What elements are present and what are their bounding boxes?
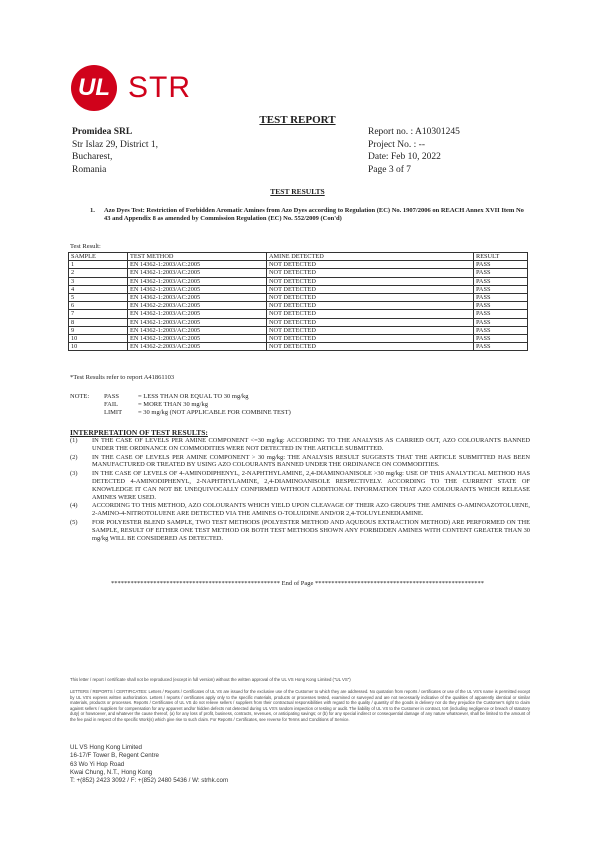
table-cell: EN 14362-1:2003/AC:2005 [128, 277, 267, 285]
table-row [69, 318, 528, 326]
table-cell: PASS [474, 269, 528, 277]
reproduction-notice: This letter / report / certificate shall not be reproduced (except in full version) without the written approval of the UL VS Hong Kong Limited ("UL VS") [70, 677, 351, 682]
table-row [69, 294, 528, 302]
page-title: TEST REPORT [259, 114, 336, 126]
interpretation-item [70, 519, 530, 542]
table-cell: 4 [69, 285, 128, 293]
table-row [69, 343, 528, 351]
table-cell: PASS [474, 302, 528, 310]
item-text: FOR POLYESTER BLEND SAMPLE, TWO TEST METHODS (POLYESTER METHOD AND AQUEOUS EXTRACTION METHOD) ARE PERFORMED ON THE SAMPLE, RESULT OF EITHER ONE TEST METHOD OR BOTH TEST METHODS SHOWN ANY FORBIDDEN AMINES WITH CONTENT GREATER THAN 30 mg/kg WILL BE CONSIDERED AS DETECTED. [92, 518, 530, 542]
report-number: Report no. : A10301245 [368, 127, 460, 137]
table-cell: NOT DETECTED [267, 294, 474, 302]
item-text: IN THE CASE OF LEVELS PER AMINE COMPONENT > 30 mg/kg: THE ANALYSIS RESULT SUGGESTS THAT THE ARTICLE SUBMITTED HAS BEEN MANUFACTURED OR TREATED BY USING AZO COLOURANTS BANNED UNDER THE ORDINANCE ON COMMODITIES. [92, 453, 530, 469]
table-row [69, 302, 528, 310]
item-number: (3) [70, 470, 78, 478]
note-key: FAIL [104, 401, 118, 408]
table-cell: PASS [474, 343, 528, 351]
table-cell: EN 14362-1:2003/AC:2005 [128, 310, 267, 318]
table-cell: PASS [474, 285, 528, 293]
column-header: AMINE DETECTED [267, 253, 474, 261]
interpretation-title: INTERPRETATION OF TEST RESULTS: [70, 428, 208, 437]
table-body [69, 261, 528, 351]
interpretation-list [70, 437, 530, 543]
table-row [69, 326, 528, 334]
table-cell: 7 [69, 310, 128, 318]
column-header: TEST METHOD [128, 253, 267, 261]
table-cell: EN 14362-1:2003/AC:2005 [128, 326, 267, 334]
table-cell: 10 [69, 335, 128, 343]
table-cell: 9 [69, 326, 128, 334]
test-result-label: Test Result: [70, 243, 101, 250]
table-cell: EN 14362-1:2003/AC:2005 [128, 269, 267, 277]
table-cell: NOT DETECTED [267, 261, 474, 269]
test-item-number: 1. [90, 207, 95, 214]
table-cell: NOT DETECTED [267, 335, 474, 343]
client-address [72, 126, 158, 176]
note-label: NOTE: [70, 393, 90, 400]
table-cell: NOT DETECTED [267, 277, 474, 285]
table-cell: PASS [474, 310, 528, 318]
note-value: = 30 mg/kg (NOT APPLICABLE FOR COMBINE TEST) [138, 409, 291, 416]
item-number: (2) [70, 453, 78, 461]
page-number: Page 3 of 7 [368, 164, 412, 175]
note-line [70, 393, 291, 401]
interpretation-item [70, 437, 530, 453]
section-title: TEST RESULTS [270, 187, 325, 196]
interpretation-item [70, 502, 530, 518]
item-text: IN THE CASE OF LEVELS PER AMINE COMPONENT <=30 mg/kg: ACCORDING TO THE ANALYSIS AS CARRIED OUT, AZO COLOURANTS BANNED UNDER THE ORDINANCE ON COMMODITIES WERE NOT DETECTED IN THE ARTICLE SUBMITTED. [92, 437, 530, 452]
table-cell: PASS [474, 326, 528, 334]
note-value: = MORE THAN 30 mg/kg [138, 401, 208, 408]
column-header: RESULT [474, 253, 528, 261]
table-cell: NOT DETECTED [267, 302, 474, 310]
note-key: LIMIT [104, 409, 123, 416]
end-of-page-marker: **************************************************** End of Page **************************************************** [110, 580, 485, 587]
table-cell: EN 14362-1:2003/AC:2005 [128, 335, 267, 343]
test-item-description: Azo Dyes Test: Restriction of Forbidden Aromatic Amines from Azo Dyes according to Regulation (EC) No. 1907/2006 on REACH Annex XVII Item No 43 and Appendix 8 as amended by Commission Regulation (EC) No. 552/2009 (Con'd) [104, 207, 524, 222]
table-cell: NOT DETECTED [267, 343, 474, 351]
column-header: SAMPLE [69, 253, 128, 261]
disclaimer-text: LETTERS / REPORTS / CERTIFICATES: Letters / Reports / Certificates of UL VS are issued for the exclusive use of the Customer to which they are addressed. No quotation from reports / certificates or use of the UL VS's name is permitted except by UL VS's express written authorization. Letters / reports / certificates apply only to the specific materials, products or processes tested, examined or surveyed and are not necessarily indicative of the qualities of apparently identical or similar materials, products or processes. Reports / Certificates of UL VS do not relieve sellers / suppliers from their contractual responsibilities with regard to the quality / quantity of the goods in delivery nor do they prejudice the Customer's right to claim against sellers / suppliers for compensation for any apparent and/or hidden defects not detected during UL VS's random inspection or testing or audit. The liability of UL VS to the Customer in contract, tort (including negligence or breach of statutory duty) or howsoever, and whatever the cause thereof, (a) for any loss of profit, business, contracts, revenues, or anticipating savings; or (b) for any special indirect or consequential damage of any nature whatsoever, shall be limited to the amount of the fee paid in respect of the specific Work(s) which give rise to such claim. For Reports / Certificates, see reverse for Terms and Conditions of Service. [70, 689, 530, 722]
table-row [69, 285, 528, 293]
note-key: PASS [104, 393, 119, 400]
table-cell: EN 14362-2:2003/AC:2005 [128, 302, 267, 310]
table-cell: 10 [69, 343, 128, 351]
table-cell: EN 14362-1:2003/AC:2005 [128, 285, 267, 293]
item-number: (5) [70, 518, 78, 526]
table-row [69, 310, 528, 318]
table-cell: EN 14362-1:2003/AC:2005 [128, 318, 267, 326]
company-line: Kwai Chung, N.T., Hong Kong [70, 768, 153, 776]
item-number: (4) [70, 502, 78, 510]
report-meta [368, 126, 460, 176]
table-row [69, 261, 528, 269]
table-cell: 6 [69, 302, 128, 310]
company-line: 63 Wo Yi Hop Road [70, 760, 125, 768]
table-cell: 3 [69, 277, 128, 285]
table-cell: PASS [474, 294, 528, 302]
table-cell: NOT DETECTED [267, 269, 474, 277]
company-line: 16-17/F Tower B, Regent Centre [70, 752, 159, 760]
table-row [69, 277, 528, 285]
table-row [69, 335, 528, 343]
table-cell: PASS [474, 318, 528, 326]
table-cell: EN 14362-2:2003/AC:2005 [128, 343, 267, 351]
table-header-row [69, 253, 528, 261]
results-table [68, 252, 528, 351]
table-cell: NOT DETECTED [267, 310, 474, 318]
table-cell: NOT DETECTED [267, 326, 474, 334]
item-number: (1) [70, 437, 78, 444]
table-cell: NOT DETECTED [267, 318, 474, 326]
refer-note: *Test Results refer to report A41861103 [70, 374, 175, 381]
note-line [70, 409, 291, 417]
interpretation-item [70, 470, 530, 501]
interpretation-item [70, 454, 530, 470]
item-text: ACCORDING TO THIS METHOD, AZO COLOURANTS WHICH YIELD UPON CLEAVAGE OF THEIR AZO GROUPS THE AMINES O-AMINOAZOTOLUENE, 2-AMINO-4-NITROTOLUENE ARE DETECTED VIA THE AMINES O-TOLUIDINE AND/OR 2,4-TOLUYLENEDIAMINE. [92, 502, 530, 518]
address-line: Romania [72, 164, 107, 175]
address-line: Str Islaz 29, District 1, [72, 139, 159, 150]
table-cell: 2 [69, 269, 128, 277]
ul-logo-mark: UL [78, 74, 110, 101]
company-line: UL VS Hong Kong Limited [70, 744, 142, 751]
item-text: IN THE CASE OF LEVELS OF 4-AMINODIPHENYL, 2-NAPHTHYLAMINE, 2,4-DIAMINOANISOLE >30 mg/kg: USE OF THIS ANALYTICAL METHOD HAS DETECTED 4-AMINODIPHENYL, 2-NAPHTHYLAMINE, 2,4-DIAMINOANISOLE RESPECTIVELY. ACCORDING TO THE CURRENT STATE OF KNOWLEDGE IT CAN NOT BE UNEQUIVOCALLY CONFIRMED WITHOUT ADDITIONAL INFORMATION THAT AZO COLOURANTS WHICH RELEASE AMINES WERE USED. [92, 470, 530, 501]
table-cell: PASS [474, 335, 528, 343]
table-cell: EN 14362-1:2003/AC:2005 [128, 261, 267, 269]
table-cell: EN 14362-1:2003/AC:2005 [128, 294, 267, 302]
project-number: Project No. : -- [368, 139, 425, 150]
company-address [70, 744, 228, 785]
table-row [69, 269, 528, 277]
note-block [70, 393, 291, 417]
table-cell: 1 [69, 261, 128, 269]
table-cell: PASS [474, 277, 528, 285]
str-logo-text: STR [128, 71, 191, 104]
report-date: Date: Feb 10, 2022 [368, 152, 441, 162]
address-line: Bucharest, [72, 152, 113, 162]
note-value: = LESS THAN OR EQUAL TO 30 mg/kg [138, 393, 249, 400]
note-line [70, 401, 291, 409]
table-cell: PASS [474, 261, 528, 269]
table-cell: NOT DETECTED [267, 285, 474, 293]
table-cell: 5 [69, 294, 128, 302]
company-line: T: +(852) 2423 3092 / F: +(852) 2480 5436 / W: strhk.com [70, 777, 229, 785]
table-cell: 8 [69, 318, 128, 326]
client-name: Promidea SRL [72, 127, 133, 137]
